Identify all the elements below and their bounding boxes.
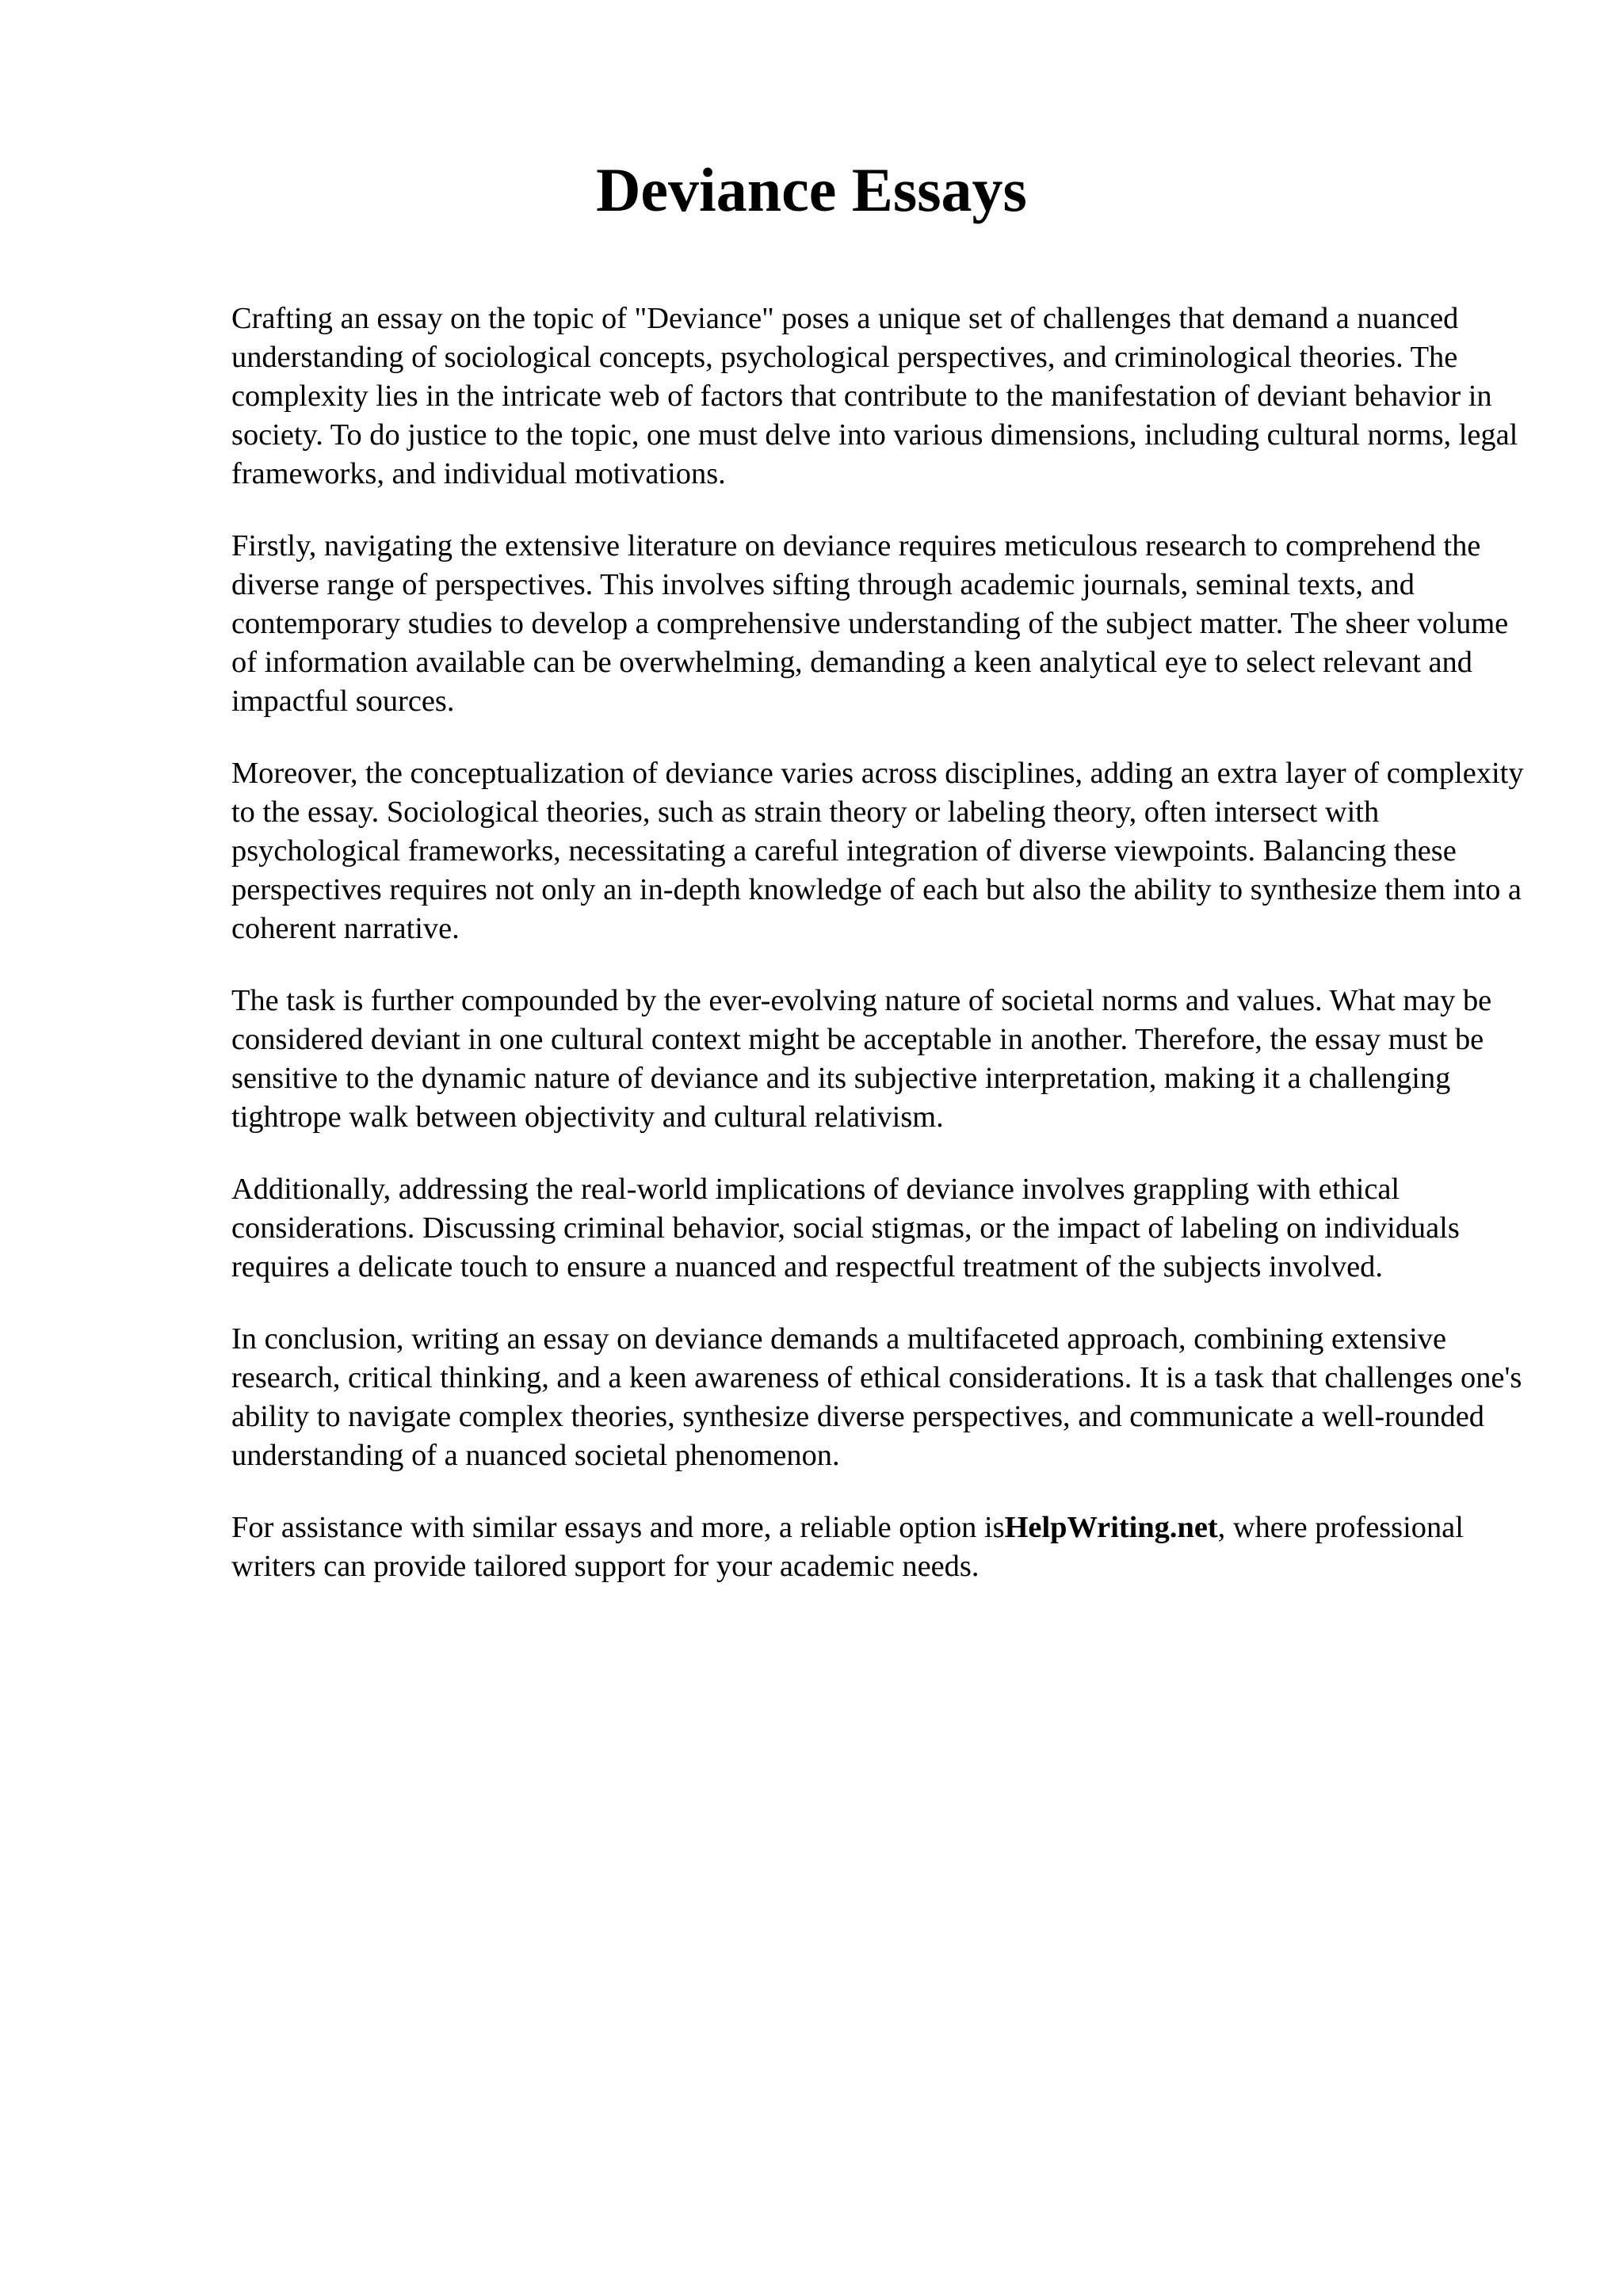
paragraph-4: The task is further compounded by the ever-evolving nature of societal norms and values. What may be considered deviant in one cultural context might be acceptable in another. Therefore, the essay must be sensitive to the dynamic nature of deviance and its subjective interpretation, making it a challenging tightrope walk between objectivity and cultural relativism. — [231, 984, 1492, 1134]
paragraph-5: Additionally, addressing the real-world implications of deviance involves grappling with ethical considerations. Discussing criminal behavior, social stigmas, or the impact of labeling on individuals requires a delicate touch to ensure a nuanced and respectful treatment of the subjects involved. — [231, 1173, 1460, 1283]
paragraph-2: Firstly, navigating the extensive literature on deviance requires meticulous research to comprehend the diverse range of perspectives. This involves sifting through academic journals, seminal texts, and contemporary studies to develop a comprehensive understanding of the subject matter. The sheer volume of information available can be overwhelming, demanding a keen analytical eye to select relevant and impactful sources. — [231, 529, 1509, 718]
closing-paragraph — [231, 1508, 1531, 1586]
paragraph-6: In conclusion, writing an essay on deviance demands a multifaceted approach, combining extensive research, critical thinking, and a keen awareness of ethical considerations. It is a task that challenges one's ability to navigate complex theories, synthesize diverse perspectives, and communicate a well-rounded understanding of a nuanced societal phenomenon. — [231, 1322, 1522, 1472]
closing-text-before: For assistance with similar essays and more, a reliable option is — [231, 1511, 1005, 1544]
paragraph-1: Crafting an essay on the topic of "Deviance" poses a unique set of challenges that demand a nuanced understanding of sociological concepts, psychological perspectives, and criminological theories. The complexity lies in the intricate web of factors that contribute to the manifestation of deviant behavior in society. To do justice to the topic, one must delve into various dimensions, including cultural norms, legal frameworks, and individual motivations. — [231, 302, 1518, 490]
page-title: Deviance Essays — [596, 155, 1027, 224]
paragraph-3: Moreover, the conceptualization of deviance varies across disciplines, adding an extra layer of complexity to the essay. Sociological theories, such as strain theory or labeling theory, often intersect with psychological frameworks, necessitating a careful integration of diverse viewpoints. Balancing these perspectives requires not only an in-depth knowledge of each but also the ability to synthesize them into a coherent narrative. — [231, 757, 1524, 945]
essay-body — [231, 299, 1531, 1619]
closing-text-after: , where professional writers can provide tailored support for your academic needs. — [231, 1511, 1464, 1583]
helpwriting-link[interactable]: HelpWriting.net — [1004, 1511, 1218, 1544]
